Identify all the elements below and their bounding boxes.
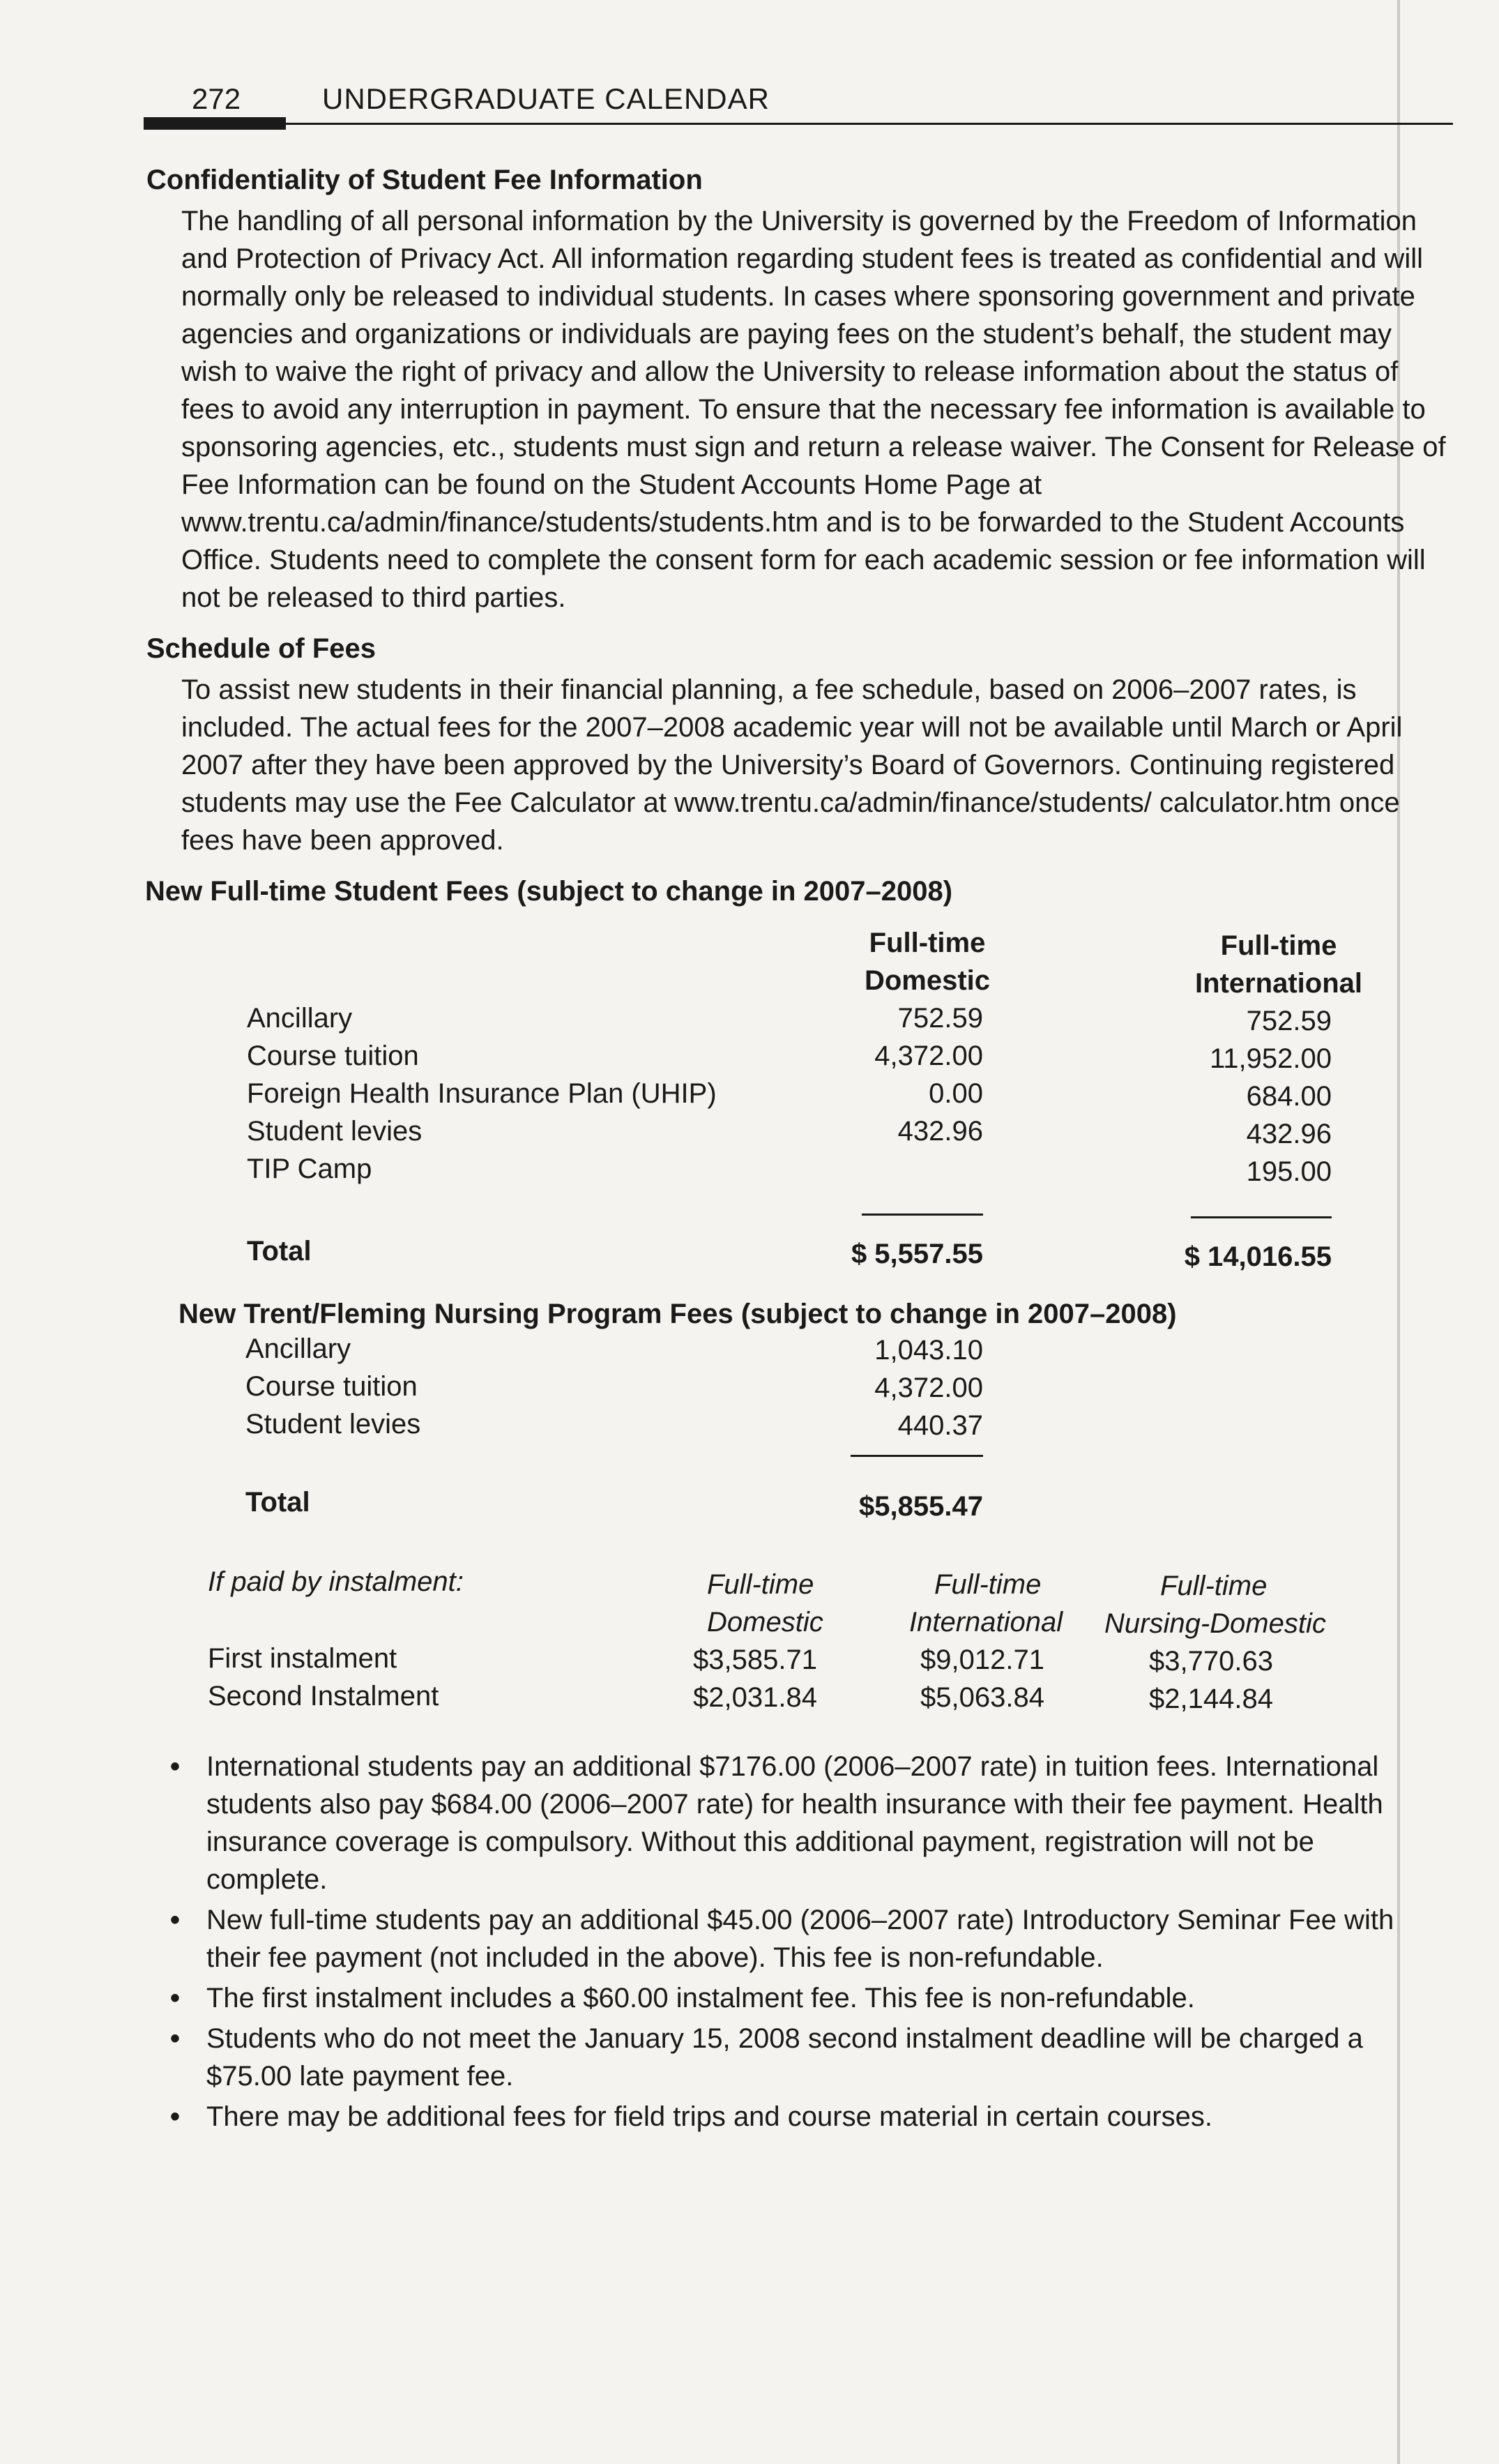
row-international: 432.96 xyxy=(1246,1119,1332,1149)
col-nursing-line1: Full-time xyxy=(1160,1571,1268,1601)
row-value-nursing: $2,144.84 xyxy=(1149,1684,1273,1714)
row-label: Course tuition xyxy=(245,1371,418,1402)
total-international: $ 14,016.55 xyxy=(1184,1241,1332,1272)
list-item xyxy=(170,1979,1439,2017)
total-label: Total xyxy=(245,1487,310,1518)
row-international: 11,952.00 xyxy=(1210,1043,1332,1074)
row-international: 195.00 xyxy=(1246,1156,1332,1187)
total-value: $5,855.47 xyxy=(859,1491,983,1522)
bullet-icon: • xyxy=(170,2101,181,2132)
list-item xyxy=(170,2098,1439,2136)
bullet-icon: • xyxy=(170,2023,181,2054)
note-text: There may be additional fees for field trips and course material in certain courses. xyxy=(206,2101,1212,2132)
row-label: Course tuition xyxy=(247,1041,419,1071)
row-label: Student levies xyxy=(245,1409,421,1439)
nursing-table-heading: New Trent/Fleming Nursing Program Fees (subject to change in 2007–2008) xyxy=(178,1299,1177,1329)
list-item xyxy=(170,2020,1439,2095)
confidentiality-heading: Confidentiality of Student Fee Information xyxy=(146,165,703,195)
schedule-body: To assist new students in their financial planning, a fee schedule, based on 2006–2007 rates, is included. The actual fees for the 2007–2008 academic year will not be available until March or April 2007 after they have been approved by the University’s Board of Governors. Continuing registered students may use the Fee Calculator at www.trentu.ca/admin/finance/students/ calculator.htm once fees have been approved. xyxy=(181,674,1403,856)
row-domestic: 4,372.00 xyxy=(874,1041,983,1071)
row-value: 1,043.10 xyxy=(874,1335,983,1366)
fee-notes-list xyxy=(170,1748,1439,2138)
row-label: First instalment xyxy=(208,1643,397,1674)
row-value-international: $5,063.84 xyxy=(920,1682,1044,1713)
row-domestic: 432.96 xyxy=(897,1116,983,1147)
bullet-icon: • xyxy=(170,1905,181,1935)
note-text: Students who do not meet the January 15, 2008 second instalment deadline will be charged a $75.00 late payment fee. xyxy=(206,2023,1363,2092)
bullet-icon: • xyxy=(170,1751,181,1782)
total-rule-international xyxy=(1191,1216,1332,1218)
row-label: TIP Camp xyxy=(247,1154,372,1184)
row-international: 684.00 xyxy=(1246,1081,1332,1112)
row-value-nursing: $3,770.63 xyxy=(1149,1646,1273,1677)
col-domestic-line2: Domestic xyxy=(864,965,991,996)
col-nursing-line2: Nursing-Domestic xyxy=(1104,1608,1326,1639)
col-international-line1: Full-time xyxy=(1220,930,1337,961)
row-domestic: 752.59 xyxy=(897,1003,983,1034)
col-international-line1: Full-time xyxy=(934,1569,1042,1600)
list-item xyxy=(170,1901,1439,1977)
confidentiality-body: The handling of all personal information by the University is governed by the Freedom of Information and Protection of Privacy Act. All information regarding student fees is treated as confidential and will normally only be released to individual students. In cases where sponsoring government and private agencies and organizations or individuals are paying fees on the student’s behalf, the student may wish to waive the right of privacy and allow the University to release information about the status of fees to avoid any interruption in payment. To ensure that the necessary fee information is available to sponsoring agencies, etc., students must sign and return a release waiver. The Consent for Release of Fee Information can be found on the Student Accounts Home Page at www.trentu.ca/admin/finance/students/students.htm and is to be forwarded to the Student Accounts Office. Students need to complete the consent form for each academic session or fee information will not be released to third parties. xyxy=(181,206,1446,613)
nursing-total-rule xyxy=(851,1455,983,1457)
running-head: UNDERGRADUATE CALENDAR xyxy=(322,82,770,115)
total-rule-domestic xyxy=(862,1214,983,1216)
note-text: New full-time students pay an additional $45.00 (2006–2007 rate) Introductory Seminar Fee with their fee payment (not included in the above). This fee is non-refundable. xyxy=(206,1905,1394,1973)
col-domestic-line2: Domestic xyxy=(707,1607,823,1638)
col-international-line2: International xyxy=(909,1607,1063,1638)
total-domestic: $ 5,557.55 xyxy=(851,1239,983,1269)
total-label: Total xyxy=(247,1236,312,1267)
row-value-domestic: $3,585.71 xyxy=(693,1645,817,1675)
row-label: Student levies xyxy=(247,1116,423,1147)
header-rule xyxy=(144,123,1453,125)
col-domestic-line1: Full-time xyxy=(707,1569,814,1600)
note-text: The first instalment includes a $60.00 instalment fee. This fee is non-refundable. xyxy=(206,1983,1195,2013)
fulltime-table-heading: New Full-time Student Fees (subject to change in 2007–2008) xyxy=(145,876,953,907)
row-value: 440.37 xyxy=(897,1410,983,1441)
row-label: Foreign Health Insurance Plan (UHIP) xyxy=(247,1078,717,1109)
instalment-caption: If paid by instalment: xyxy=(208,1566,464,1597)
header-rule-tab xyxy=(144,117,286,130)
note-text: International students pay an additional $7176.00 (2006–2007 rate) in tuition fees. International students also pay $684.00 (2006–2007 rate) for health insurance with their fee payment. Health insurance coverage is compulsory. Without this additional payment, registration will not be complete. xyxy=(206,1751,1383,1895)
row-value: 4,372.00 xyxy=(874,1373,983,1403)
row-label: Second Instalment xyxy=(208,1681,439,1711)
row-label: Ancillary xyxy=(247,1003,353,1034)
row-label: Ancillary xyxy=(245,1333,351,1364)
page-number: 272 xyxy=(192,82,241,115)
row-international: 752.59 xyxy=(1246,1006,1332,1036)
col-domestic-line1: Full-time xyxy=(869,928,986,958)
list-item xyxy=(170,1748,1439,1898)
row-value-domestic: $2,031.84 xyxy=(693,1682,817,1713)
col-international-line2: International xyxy=(1194,968,1363,999)
row-value-international: $9,012.71 xyxy=(920,1645,1044,1675)
row-domestic: 0.00 xyxy=(929,1078,983,1109)
bullet-icon: • xyxy=(170,1983,181,2013)
schedule-heading: Schedule of Fees xyxy=(146,633,376,664)
